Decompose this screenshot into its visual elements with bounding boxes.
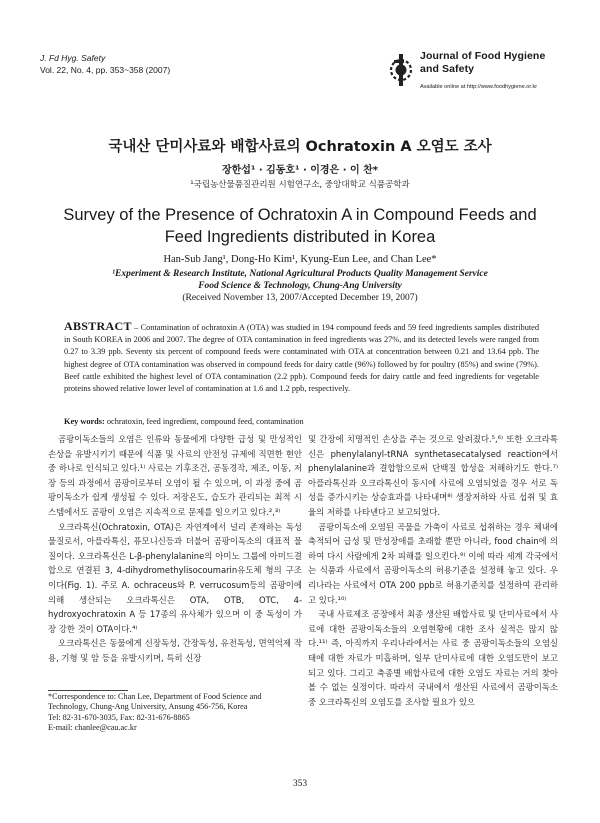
logo-url: Available online at http://www.foodhygiene.or.kr: [420, 84, 538, 90]
body-column-right: [308, 432, 558, 709]
body-column-left: [48, 432, 302, 666]
affiliation-english: [0, 268, 600, 292]
keywords: [64, 417, 539, 426]
volume-info: Vol. 22, No. 4, pp. 353~358 (2007): [40, 65, 171, 75]
correspondence-footnote: [48, 692, 302, 733]
keywords-text: ochratoxin, feed ingredient, compound feed, contamination: [104, 417, 304, 426]
journal-logo-icon: [386, 50, 416, 90]
footnote-line1: *Correspondence to: Chan Lee, Department of Food Science and: [48, 692, 262, 701]
title-en-line1: Survey of the Presence of Ochratoxin A in Compound Feeds and: [63, 206, 537, 224]
right-paragraph-2: 곰팡이독소에 오염된 곡물을 가축이 사료로 섭취하는 경우 체내에 축적되어 급성 및 만성장애를 초래할 뿐만 아니라, food chain에 의하여 다시 사람에게 2차 피해를 일으킨다.⁹⁾ 이에 따라 세계 각국에서는 식품과 사료에서 곰팡이독소의 허용기준을 설정해 놓고 있다. 우리나라는 사료에서 OTA 200 ppb로 허용기준치를 설정하여 관리하고 있다.¹⁰⁾: [308, 521, 558, 605]
logo-line1: Journal of Food Hygiene: [420, 50, 546, 62]
right-paragraph-3: 국내 사료제조 공장에서 최종 생산된 배합사료 및 단미사료에서 사료에 대한 곰팡이독소들의 오염현황에 대한 조사 실적은 많지 않다.¹¹⁾ 즉, 아직까지 우리나라에서는 사료 중 곰팡이독소들의 오염실태에 대한 자료가 미흡하며, 일부 단미사료에 대한 오염도만이 보고되고 있다. 그리고 축종별 배합사료에 대한 오염도 자료는 거의 찾아볼 수 없는 실정이다. 따라서 국내에서 생산된 사료에서 곰팡이독소 중 오크라톡신의 오염도를 조사할 필요가 있으: [308, 609, 558, 707]
received-dates: (Received November 13, 2007/Accepted December 19, 2007): [182, 293, 418, 303]
left-paragraph-1: 곰팡이독소들의 오염은 인류와 동물에게 다양한 급성 및 만성적인 손상을 유발시키기 때문에 식품 및 사료의 안전성 규제에 직면한 현안 중 하나로 인식되고 있다.¹⁾ 사료는 기후조건, 공동경작, 제조, 이동, 저장 등의 과정에서 곰팡이로부터 오염이 될 수 있으며, 이 과정 중에 곰팡이독소가 쉽게 생성될 수 있다. 저장온도, 습도가 관리되는 최적 시스템에서도 곰팡이 오염은 지속적으로 문제를 일으키고 있다.²,³⁾: [48, 434, 302, 517]
journal-abbrev: J. Fd Hyg. Safety: [40, 53, 106, 63]
abstract: [64, 320, 539, 395]
footnote-line3: Tel: 82-31-670-3035, Fax: 82-31-676-8865: [48, 712, 190, 722]
authors-korean: 장한섭¹ · 김동호¹ · 이경은 · 이 찬*: [221, 165, 379, 176]
journal-logo: [386, 50, 568, 98]
journal-citation: [40, 52, 170, 76]
footnote-line2: Technology, Chung-Ang University, Ansung 456-756, Korea: [48, 702, 248, 712]
logo-text: [420, 50, 545, 76]
affil-en-line2: Food Science & Technology, Chung-Ang University: [198, 281, 402, 291]
logo-line2: and Safety: [420, 63, 475, 75]
left-paragraph-2: 오크라톡신(Ochratoxin, OTA)은 자연계에서 널리 존재하는 독성물질로서, 아플라톡신, 퓨모니신등과 더불어 곰팡이독소의 대표적 물질이다. 오크라톡신은 L-β-phenylalanine의 아미노 그룹에 아미드결합으로 연결된 3, 4-dihydromethylisocoumarin유도체 형의 구조이다(Fig. 1). 주로 A. ochraceus와 P. verrucosum등의 곰팡이에 의해 생산되는 오크라톡신은 OTA, OTB, OTC, 4-hydroxyochratoxin A 등 17종의 유사체가 있으며 이 중 독성이 가장 강한 것이 OTA이다.⁴⁾: [48, 521, 302, 634]
footnote-divider: [48, 690, 128, 691]
keywords-label: Key words:: [64, 417, 105, 426]
left-paragraph-3: 오크라톡신은 동물에게 신장독성, 간장독성, 유전독성, 면역억제 작용, 기형 및 암 등을 유발시키며, 특히 신장: [48, 638, 302, 663]
affiliation-korean: ¹국립농산물품질관리원 시험연구소, 중앙대학교 식품공학과: [190, 180, 410, 190]
affil-en-line1: ¹Experiment & Research Institute, National Agricultural Products Quality Management Service: [112, 269, 488, 279]
footnote-line4: E-mail: chanlee@cau.ac.kr: [48, 722, 137, 732]
abstract-label: ABSTRACT: [64, 319, 132, 333]
authors-english: Han-Sub Jang¹, Dong-Ho Kim¹, Kyung-Eun Lee, and Chan Lee*: [163, 254, 437, 265]
right-paragraph-1: 및 간장에 치명적인 손상을 주는 것으로 알려졌다.⁵,⁶⁾ 또한 오크라톡신은 phenylalanyl-tRNA synthetasecatalysed reaction에서 phenylalanine과 결합함으로써 단백질 합성을 저해하기도 한다.⁷⁾ 아플라톡신과 오크라톡신이 동시에 사료에 오염되었을 경우 서로 독성을 증가시키는 상승효과를 나타내며⁸⁾ 생장저하와 사료 섭취 및 효율의 저하를 나타낸다고 보고되었다.: [308, 434, 558, 517]
title-en-line2: Feed Ingredients distributed in Korea: [164, 228, 436, 246]
title-korean: 국내산 단미사료와 배합사료의 Ochratoxin A 오염도 조사: [108, 139, 492, 155]
abstract-text: – Contamination of ochratoxin A (OTA) was studied in 194 compound feeds and 59 feed ingredients samples distributed in South KOREA in 2006 and 2007. The degree of OTA contamination in feed ingredients was 27%, and its detected levels were ranged from 0.27 to 3.39 ppb. Seventy six percent of compound feeds were contaminated with OTA at concentration between 0.21 and 13.64 ppb. The highest degree of OTA contamination was observed in compound feeds for dairy cattle (96%) followed by for poultry (85%) and swine (79%). Beef cattle exhibited the highest level of OTA contamination (2.2 ppb). Compound feeds for dairy cattle and feed ingredients for vegetable proteins showed relative lower level of contamination at 1.6 and 1.2 ppb, respectively.: [64, 323, 539, 394]
title-english: [40, 204, 560, 248]
page-number: 353: [292, 779, 308, 789]
